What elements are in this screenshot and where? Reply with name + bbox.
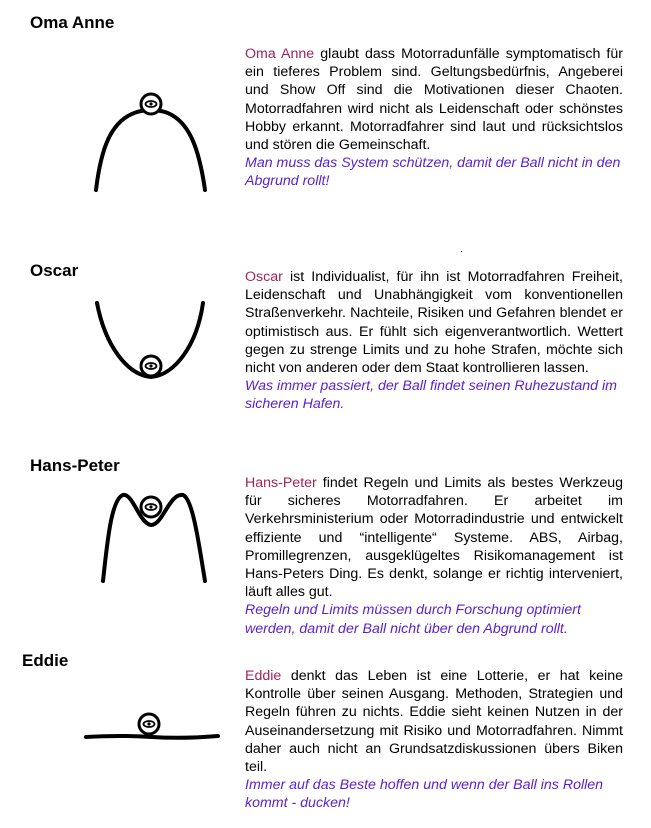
ball-in-dip-between-peaks-icon: [95, 485, 215, 585]
section-title-eddie: Eddie: [22, 651, 69, 670]
motto-text: Regeln und Limits müssen durch Forschung optimiert werden, damit der Ball nicht über den Abgrund rollt.: [245, 602, 581, 637]
motto-text: Immer auf das Beste hoffen und wenn der Ball ins Rollen kommt - ducken!: [245, 777, 604, 812]
name-highlight: Oma Anne: [245, 46, 315, 62]
section-title-oscar: Oscar: [30, 261, 79, 280]
description-text: findet Regeln und Limits als bestes Werkzeug für sicheres Motorradfahren. Er arbeitet im Verkehrsministerium oder Motorradindustrie und entwickelt effiziente und “intelligente“ Systeme. ABS, Airbag, Promillegrenzen, ausgeklügeltes Risikomanagement ist Hans-Peters Ding. Es denkt, solange er richtig interveniert, läuft alles gut.: [245, 475, 623, 601]
name-highlight: Oscar: [245, 269, 283, 285]
section-text-oscar: [245, 268, 623, 414]
section-text-oma-anne: [245, 45, 623, 191]
motto-text: Man muss das System schützen, damit der Ball nicht in den Abgrund rollt!: [245, 155, 621, 190]
description-text: glaubt dass Motorradunfälle symptomatisch für ein tieferes Problem sind. Geltungsbedürfnis, Angeberei und Show Off sind die Motivationen dieser Chaoten. Motorradfahren wird nicht als Leidenschaft oder schönstes Hobby erkannt. Motorradfahrer sind laut und rücksichtslos und stören die Gemeinschaft.: [245, 46, 623, 154]
separator-dot: .: [460, 244, 463, 255]
name-highlight: Eddie: [245, 668, 282, 684]
motto-text: Was immer passiert, der Ball findet seinen Ruhezustand im sicheren Hafen.: [245, 378, 617, 413]
section-text-eddie: [245, 667, 623, 813]
section-title-oma-anne: Oma Anne: [30, 13, 115, 32]
description-text: denkt das Leben ist eine Lotterie, er hat keine Kontrolle über seinen Ausgang. Methoden, Strategien und Regeln führen zu nichts. Eddie sieht keinen Nutzen in der Auseinandersetzung mit Risiko und Motorradfahren. Nimmt daher auch nicht an Grundsatzdiskussionen übers Biken teil.: [245, 668, 623, 776]
ball-in-valley-icon: [85, 295, 220, 390]
ball-on-flat-line-icon: [82, 708, 222, 748]
name-highlight: Hans-Peter: [245, 475, 317, 491]
description-text: ist Individualist, für ihn ist Motorradfahren Freiheit, Leidenschaft und Unabhängigkeit vom konventionellen Straßenverkehr. Nachteile, Risiken und Gefahren blendet er optimistisch aus. Er fühlt sich eigenverantwortlich. Wettert gegen zu strenge Limits und zu hohe Strafen, möchte sich nicht von anderen oder dem Staat kontrollieren lassen.: [245, 269, 623, 377]
section-title-hans-peter: Hans-Peter: [30, 456, 120, 475]
section-text-hans-peter: [245, 474, 623, 638]
ball-on-hill-icon: [85, 88, 220, 198]
